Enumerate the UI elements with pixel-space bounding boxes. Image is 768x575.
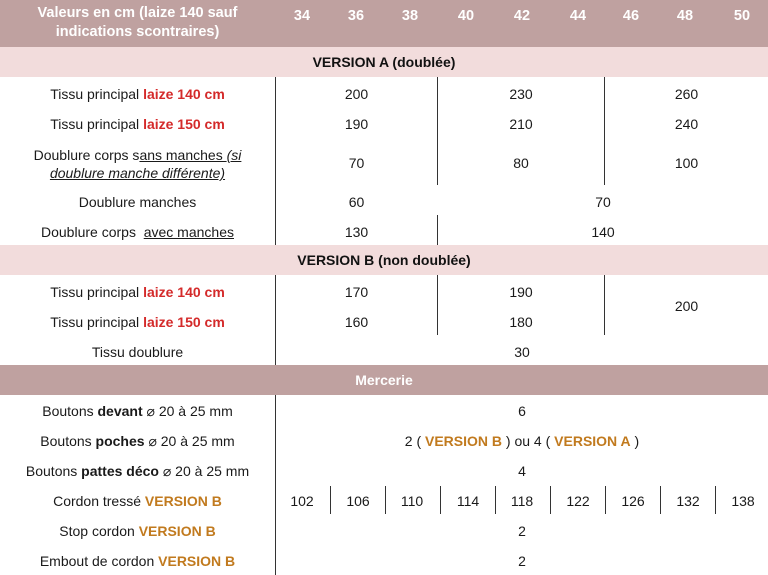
cell-value: 70 <box>348 155 365 171</box>
size-46: 46 <box>622 8 640 24</box>
row-label: Cordon tressé VERSION B <box>53 493 222 509</box>
row-label: Tissu principal laize 140 cm <box>50 86 225 102</box>
cell-value: 240 <box>674 116 699 132</box>
row-label: Tissu principal laize 150 cm <box>50 314 225 330</box>
cell-value: 132 <box>676 493 700 509</box>
cell-value: 130 <box>344 224 369 240</box>
cell-value: 4 <box>518 463 526 479</box>
size-40: 40 <box>457 8 475 24</box>
row-label: Tissu principal laize 150 cm <box>50 116 225 132</box>
cell-value: 80 <box>513 155 529 171</box>
cell-value: 118 <box>510 493 534 509</box>
section-version-a: VERSION A (doublée) <box>0 47 768 77</box>
cell-value: 190 <box>509 284 533 300</box>
cell-value: 70 <box>595 194 611 210</box>
cell-value: 170 <box>344 284 369 300</box>
row-label: Stop cordon VERSION B <box>59 523 216 539</box>
section-mercerie: Mercerie <box>0 365 768 395</box>
divider <box>550 486 551 514</box>
cell-value: 110 <box>400 493 424 509</box>
cell-value: 114 <box>456 493 480 509</box>
size-42: 42 <box>513 8 531 24</box>
divider <box>275 395 276 575</box>
cell-value: 2 ( VERSION B ) ou 4 ( VERSION A ) <box>404 433 640 449</box>
divider <box>330 486 331 514</box>
divider <box>715 486 716 514</box>
cell-value: 60 <box>348 194 365 210</box>
size-38: 38 <box>401 8 419 24</box>
row-label: Doublure corps avec manches <box>41 224 234 240</box>
cell-value: 100 <box>674 155 699 171</box>
row-label: Doublure manches <box>78 194 197 210</box>
cell-value: 6 <box>518 403 526 419</box>
cell-value: 126 <box>621 493 645 509</box>
cell-value: 30 <box>514 344 530 360</box>
cell-value: 180 <box>509 314 533 330</box>
divider <box>605 486 606 514</box>
cell-value: 210 <box>509 116 533 132</box>
size-36: 36 <box>347 8 365 24</box>
row-label: Boutons poches ⌀ 20 à 25 mm <box>40 433 235 449</box>
cell-value: 138 <box>731 493 755 509</box>
cell-value: 190 <box>344 116 369 132</box>
section-version-b: VERSION B (non doublée) <box>0 245 768 275</box>
cell-value: 230 <box>509 86 533 102</box>
cell-value: 122 <box>566 493 590 509</box>
row-label: Tissu principal laize 140 cm <box>50 284 225 300</box>
size-44: 44 <box>569 8 587 24</box>
divider <box>660 486 661 514</box>
row-label: Tissu doublure <box>91 344 184 360</box>
cell-value: 160 <box>344 314 369 330</box>
header-label: Valeurs en cm (laize 140 sauf indications scontraires) <box>37 5 238 40</box>
cell-value-merged: 200 <box>674 298 699 314</box>
size-48: 48 <box>676 8 694 24</box>
cell-value: 106 <box>346 493 370 509</box>
divider <box>440 486 441 514</box>
row-label: Doublure corps sans manches (si doublure manche différente) <box>33 147 242 181</box>
cell-value: 260 <box>674 86 699 102</box>
size-34: 34 <box>293 8 311 24</box>
row-label: Boutons devant ⌀ 20 à 25 mm <box>42 403 233 419</box>
cell-value: 102 <box>290 493 314 509</box>
cell-value: 2 <box>518 553 526 569</box>
table-header <box>0 0 768 47</box>
divider <box>385 486 386 514</box>
cell-value: 2 <box>518 523 526 539</box>
row-label: Boutons pattes déco ⌀ 20 à 25 mm <box>25 463 250 479</box>
cell-value: 200 <box>344 86 369 102</box>
row-label: Embout de cordon VERSION B <box>39 553 236 569</box>
cell-value: 140 <box>591 224 615 240</box>
divider <box>495 486 496 514</box>
size-50: 50 <box>733 8 751 24</box>
